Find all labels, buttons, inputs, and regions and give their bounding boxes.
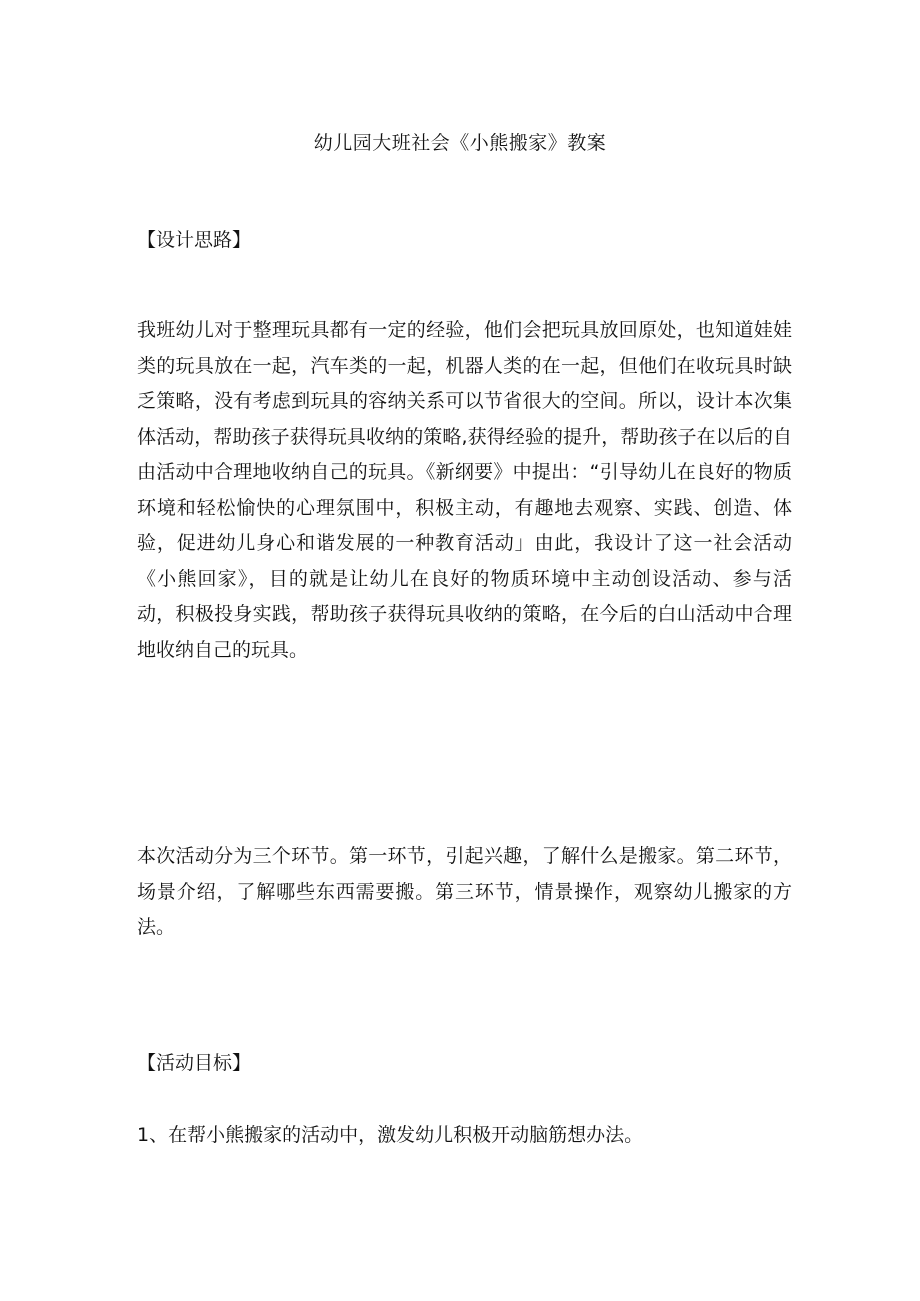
document-title: 幼儿园大班社会《小熊搬家》教案	[313, 132, 607, 154]
design-paragraph-2: 本次活动分为三个环节。第一环节，引起兴趣，了解什么是搬家。第二环节，场景介绍，了解哪些东西需要搬。第三环节，情景操作，观察幼儿搬家的方法。	[137, 845, 792, 938]
section-heading-design: 【设计思路】	[137, 229, 252, 251]
section-heading-goals: 【活动目标】	[137, 1052, 252, 1074]
design-paragraph-1: 我班幼儿对于整理玩具都有一定的经验，他们会把玩具放回原处，也知道娃娃类的玩具放在一起，汽车类的一起，机器人类的在一起，但他们在收玩具时缺乏策略，没有考虑到玩具的容纳关系可以节省很大的空间。所以，设计本次集体活动，帮助孩子获得玩具收纳的策略,获得经验的提升，帮助孩子在以后的自由活动中合理地收纳自己的玩具。《新纲要》中提出：“引导幼儿在良好的物质环境和轻松愉快的心理氛围中，积极主动，有趣地去观察、实践、创造、体验，促进幼儿身心和谐发展的一种教育活动」由此，我设计了这一社会活动《小熊回家》，目的就是让幼儿在良好的物质环境中主动创设活动、参与活动，积极投身实践，帮助孩子获得玩具收纳的策略，在今后的白山活动中合理地收纳自己的玩具。	[137, 319, 792, 661]
goal-item-1: 1、在帮小熊搬家的活动中，激发幼儿积极开动脑筋想办法。	[137, 1124, 644, 1146]
